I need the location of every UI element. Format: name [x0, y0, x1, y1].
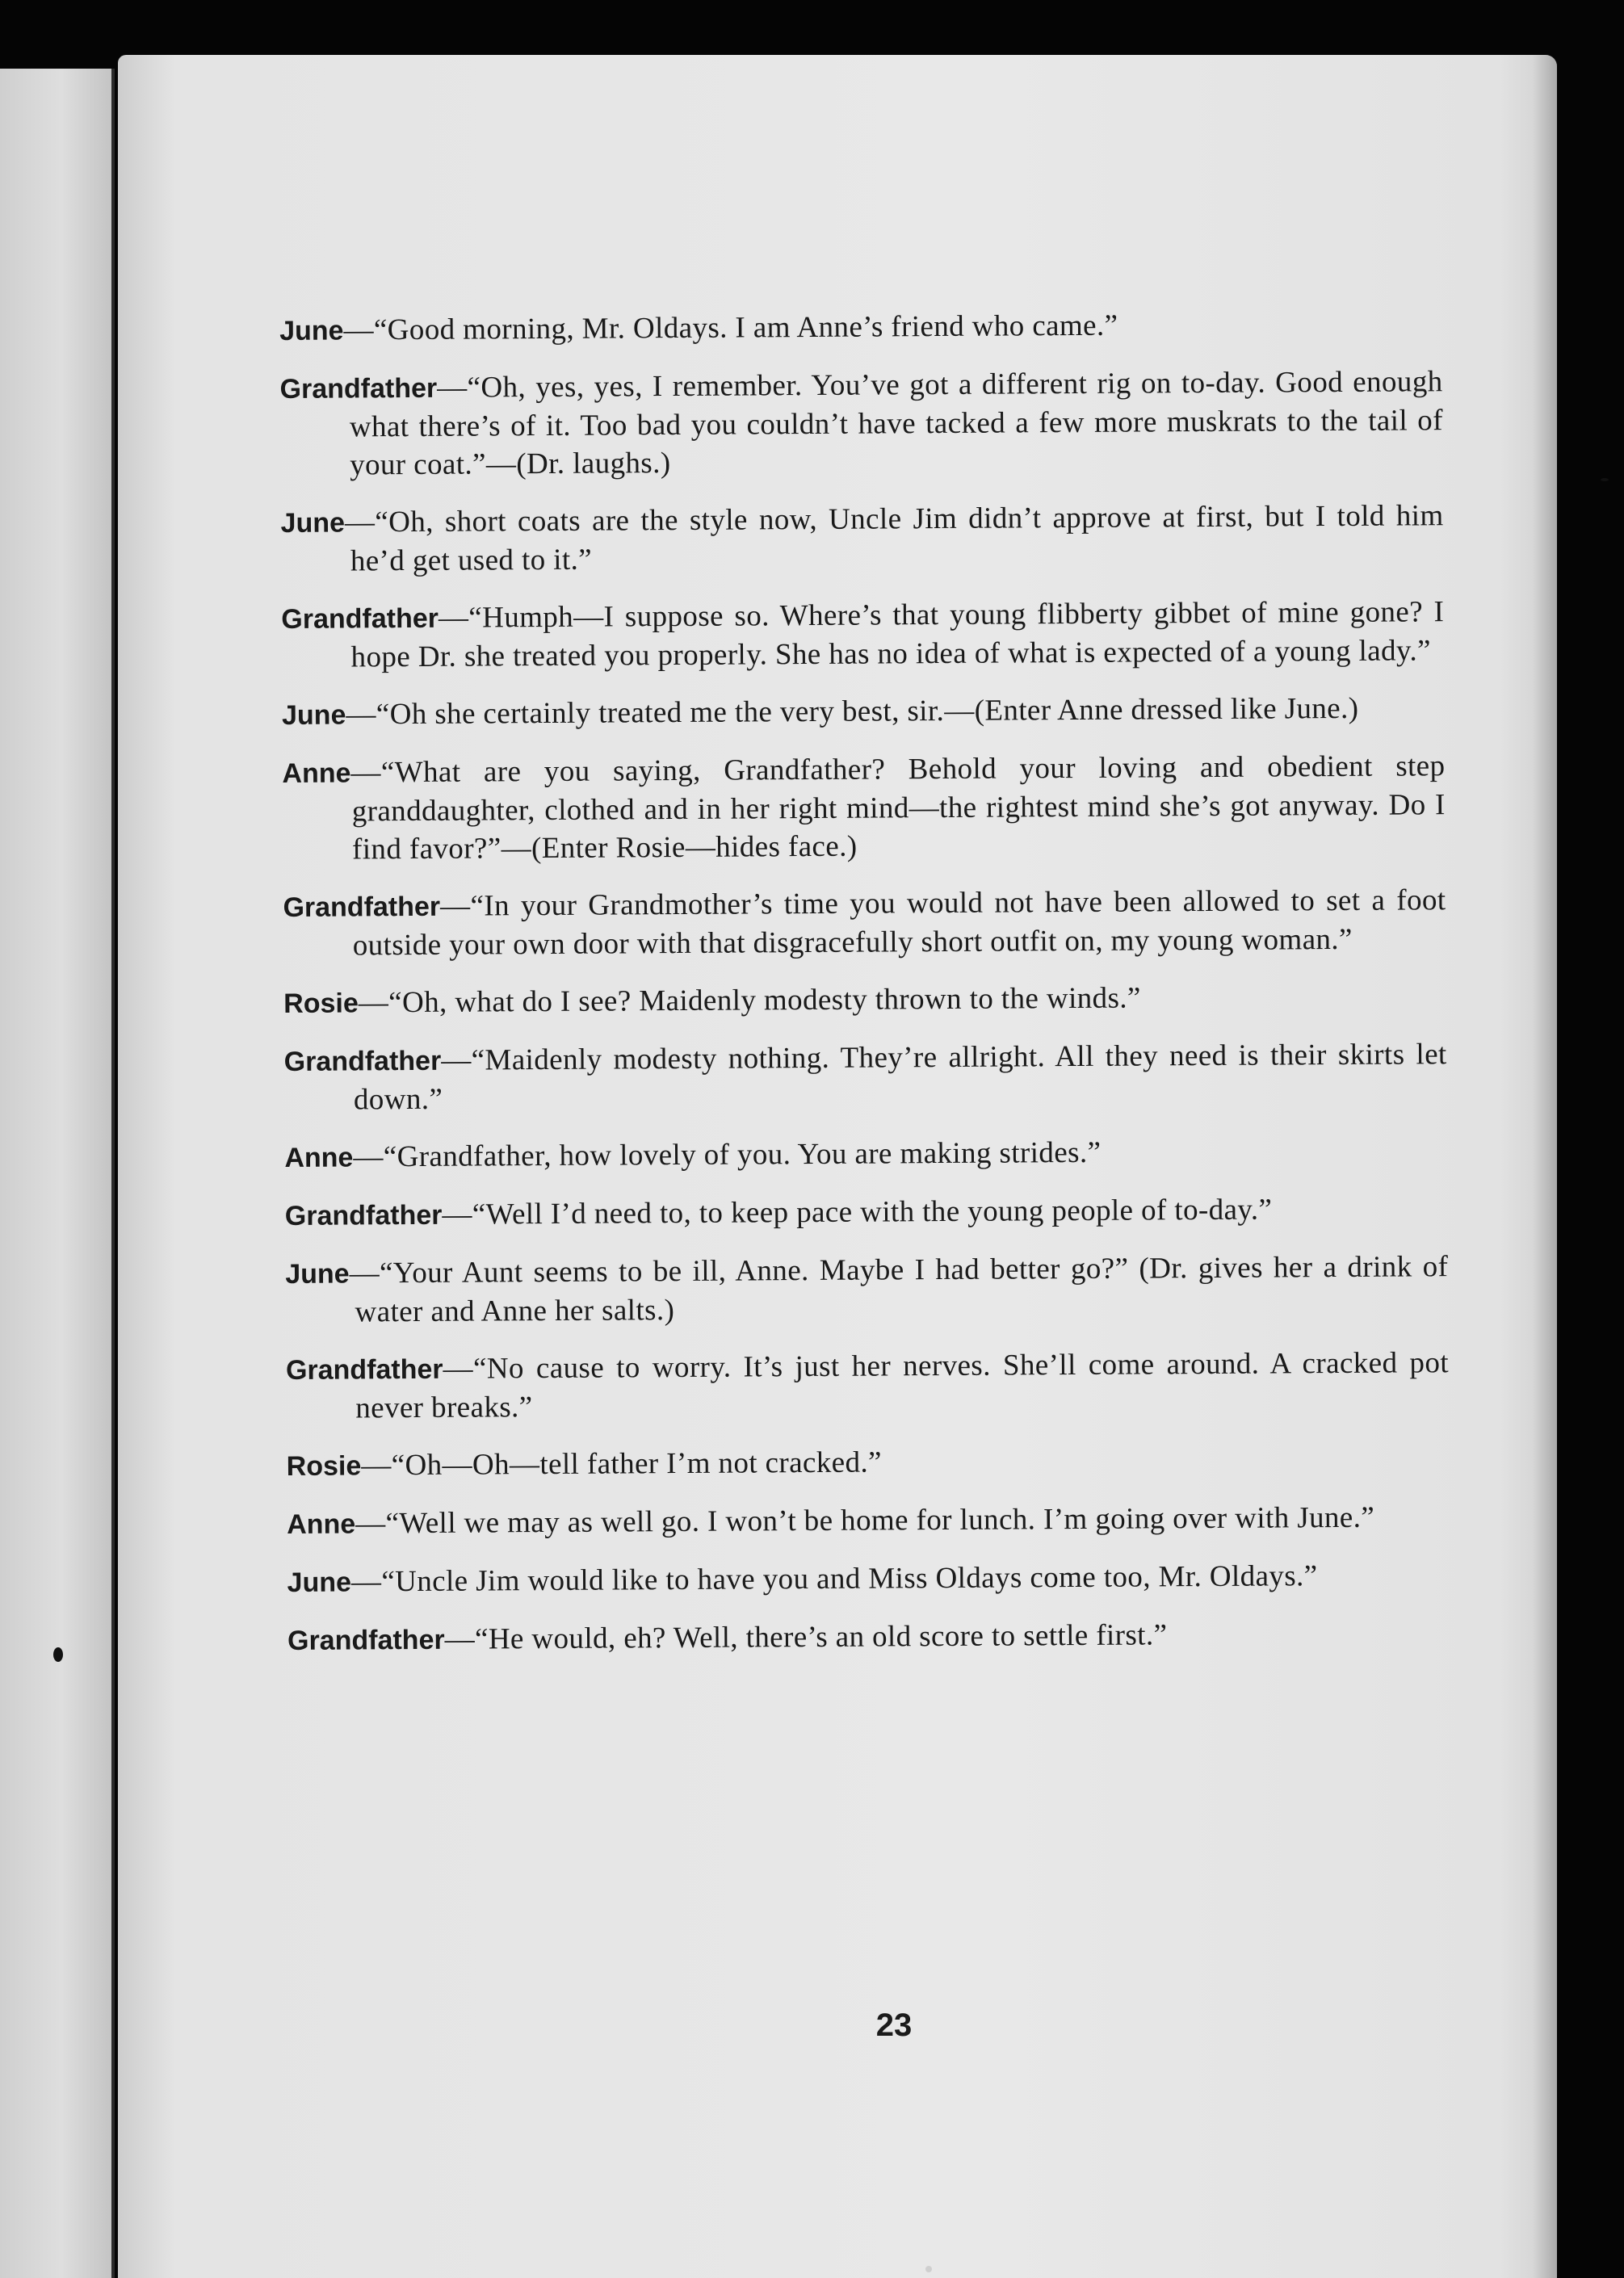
dialogue-text: “Well we may as well go. I won’t be home for lunch. I’m going over with June.”	[385, 1500, 1375, 1541]
dialogue-line	[284, 1035, 1448, 1119]
dialogue-text: “Humph—I suppose so. Where’s that young flibberty gibbet of mine gone? I hope Dr. she treated you properly. She has no idea of what is expected of a young lady.”	[350, 595, 1445, 674]
dialogue-line	[287, 1498, 1450, 1544]
speaker-name: Grandfather	[284, 1199, 443, 1231]
script-text	[279, 304, 1450, 1680]
dialogue-line	[283, 977, 1446, 1023]
speaker-dash: —	[353, 1140, 384, 1174]
dialogue-text: “Uncle Jim would like to have you and Miss Oldays come too, Mr. Oldays.”	[381, 1559, 1318, 1599]
dialogue-text: “Your Aunt seems to be ill, Anne. Maybe I had better go?” (Dr. gives her a drink of water and Anne her salts.)	[355, 1250, 1449, 1329]
dialogue-text: “Good morning, Mr. Oldays. I am Anne’s friend who came.”	[373, 308, 1118, 347]
dialogue-line	[281, 593, 1445, 677]
dialogue-line	[282, 747, 1446, 869]
dialogue-line	[287, 1556, 1450, 1602]
speaker-name: June	[281, 699, 346, 731]
speaker-name: Anne	[282, 757, 351, 789]
speaker-dash: —	[346, 698, 376, 732]
speaker-name: June	[285, 1258, 350, 1290]
speaker-dash: —	[443, 1352, 474, 1386]
speaker-dash: —	[444, 1622, 476, 1656]
dialogue-text: “He would, eh? Well, there’s an old score to settle first.”	[474, 1618, 1168, 1656]
dialogue-text: “No cause to worry. It’s just her nerves. She’ll come around. A cracked pot never breaks.”	[355, 1346, 1450, 1425]
speaker-name: Anne	[284, 1142, 354, 1173]
book-page	[118, 55, 1557, 2278]
speaker-dash: —	[343, 313, 375, 347]
dialogue-text: “Oh, what do I see? Maidenly modesty thrown to the winds.”	[388, 981, 1141, 1020]
speaker-name: Grandfather	[283, 891, 441, 923]
dialogue-line	[280, 497, 1444, 581]
speaker-dash: —	[442, 1198, 472, 1231]
dialogue-line	[279, 304, 1442, 350]
dialogue-text: “Well I’d need to, to keep pace with the young people of to-day.”	[472, 1193, 1273, 1231]
dialogue-text: “Oh she certainly treated me the very best, sir.—(Enter Anne dressed like June.)	[376, 691, 1359, 732]
dialogue-line	[285, 1248, 1449, 1332]
dialogue-text: “In your Grandmother’s time you would not have been allowed to set a foot outside your own door with that disgracefully short outfit on, my young woman.”	[352, 883, 1446, 963]
speaker-dash: —	[344, 506, 376, 539]
speaker-dash: —	[355, 1507, 386, 1541]
dialogue-line	[287, 1614, 1450, 1660]
dialogue-text: “What are you saying, Grandfather? Behold your loving and obedient step granddaughter, clothed and in her right mind—the rightest mind she’s got anyway. Do I find favor?”—(Enter Rosie—hides face.)	[351, 749, 1446, 866]
speaker-name: June	[280, 507, 346, 539]
speaker-name: June	[279, 315, 344, 346]
dialogue-text: “Oh, short coats are the style now, Uncle Jim didn’t approve at first, but I told him he’d get used to it.”	[350, 499, 1444, 578]
speaker-name: Rosie	[283, 988, 359, 1019]
dialogue-text: “Grandfather, how lovely of you. You are making strides.”	[383, 1135, 1102, 1174]
speaker-name: Grandfather	[287, 1624, 445, 1656]
speaker-name: Grandfather	[279, 372, 438, 405]
dialogue-line	[285, 1189, 1448, 1235]
speaker-dash: —	[349, 1256, 380, 1290]
speaker-name: Grandfather	[285, 1353, 443, 1386]
speaker-dash: —	[361, 1449, 392, 1483]
speaker-name: Grandfather	[283, 1045, 442, 1077]
dialogue-line	[284, 1131, 1447, 1177]
speaker-name: Grandfather	[281, 602, 439, 635]
speaker-dash: —	[439, 889, 471, 923]
scan-speck	[925, 2266, 932, 2272]
speaker-name: June	[287, 1567, 352, 1598]
dialogue-line	[283, 881, 1446, 965]
left-page-edge	[0, 69, 115, 2278]
speaker-name: Anne	[287, 1508, 356, 1540]
page-number: 23	[875, 2007, 913, 2043]
dialogue-line	[286, 1344, 1450, 1428]
scan-speck	[53, 1647, 63, 1662]
speaker-dash: —	[441, 1043, 472, 1077]
speaker-name: Rosie	[286, 1450, 362, 1482]
dialogue-line	[282, 689, 1445, 735]
dialogue-line	[287, 1440, 1450, 1486]
dialogue-text: “Maidenly modesty nothing. They’re allright. All they need is their skirts let down.”	[353, 1038, 1447, 1117]
dialogue-text: “Oh, yes, yes, I remember. You’ve got a different rig on to-day. Good enough what there’s of it. Too bad you couldn’t have tacked a few more muskrats to the tail of your coat.”—(Dr. laughs.)	[349, 365, 1443, 482]
speaker-dash: —	[350, 756, 382, 790]
speaker-dash: —	[358, 986, 389, 1020]
speaker-dash: —	[350, 1565, 382, 1599]
dialogue-line	[279, 363, 1443, 485]
scan-speck	[1601, 478, 1609, 481]
speaker-dash: —	[437, 371, 468, 405]
speaker-dash: —	[438, 601, 469, 635]
dialogue-text: “Oh—Oh—tell father I’m not cracked.”	[391, 1445, 883, 1483]
page-edge-shadow	[1533, 55, 1557, 2278]
